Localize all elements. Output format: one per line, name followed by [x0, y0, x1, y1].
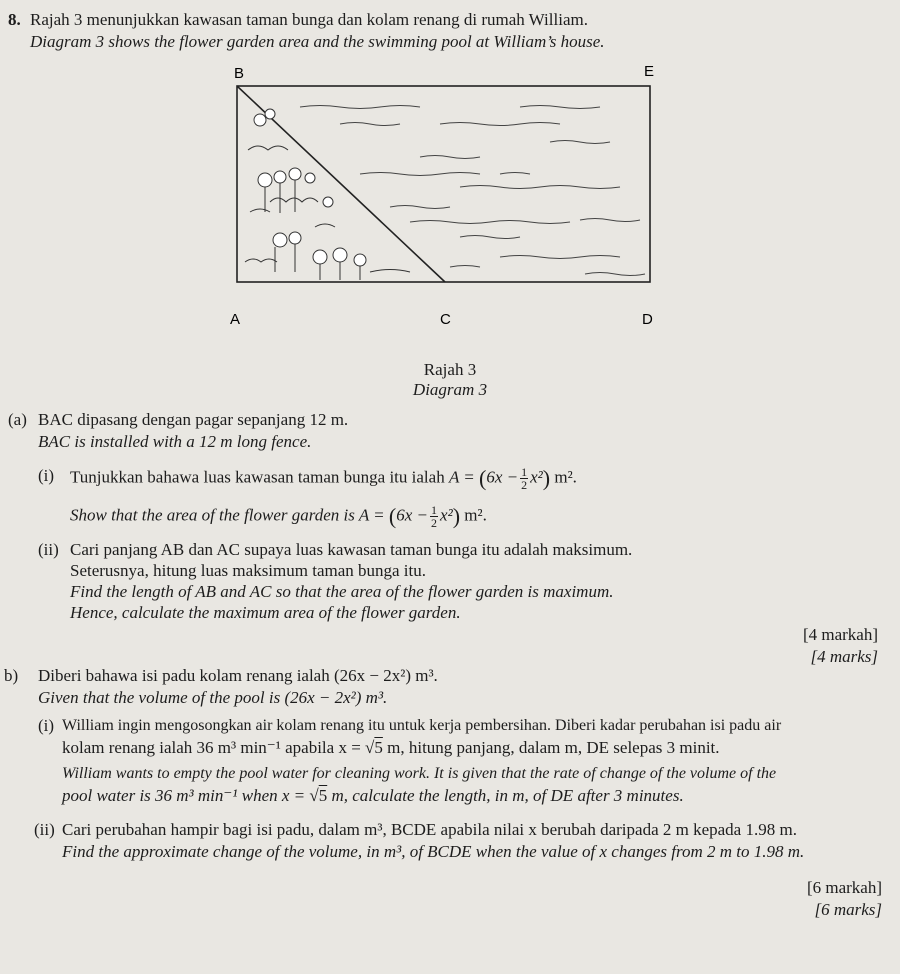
garden-pool-diagram: [220, 62, 660, 332]
part-b-i-line2-malay-a: kolam renang ialah 36 m³ min⁻¹ apabila x = √: [62, 738, 375, 757]
label-b: B: [234, 65, 245, 82]
part-a-stem-malay: BAC dipasang dengan pagar sepanjang 12 m.: [38, 410, 349, 429]
part-b-marks-malay: [6 markah]: [806, 878, 882, 897]
part-a-label: (a): [8, 410, 27, 429]
part-a-marks-english: [4 marks]: [810, 647, 878, 666]
frac-denominator-en: 2: [431, 516, 438, 530]
formula-unit: m².: [554, 467, 577, 487]
formula-a: 6x −: [486, 467, 519, 487]
part-b-stem-english: Given that the volume of the pool is (26x − 2x²) m³.: [38, 688, 388, 707]
part-a-ii-line2-malay: Seterusnya, hitung luas maksimum taman bunga itu.: [70, 561, 427, 580]
part-b-i-line2-malay-b: m, hitung panjang, dalam m, DE selepas 3 minit.: [382, 738, 720, 757]
part-a-ii-line1-english: Find the length of AB and AC so that the area of the flower garden is maximum.: [70, 582, 614, 601]
part-b-i-root-malay: 5: [374, 738, 383, 757]
formula-lhs: A =: [448, 467, 475, 487]
question-number: 8.: [8, 10, 21, 29]
formula-b: x²: [530, 467, 543, 487]
label-a: A: [230, 311, 241, 328]
formula-fraction: [520, 466, 528, 491]
part-b-i-line2-english: [62, 786, 684, 806]
part-a-i-malay: Tunjukkan bahawa luas kawasan taman bunga itu ialah A = (6x − $\frac{1}{2}$ x²) m².: [70, 465, 577, 492]
flower-drawings: [245, 109, 410, 280]
part-a-i-english: Show that the area of the flower garden is A = (6x − $\frac{1}{2}$ x²) m².: [70, 503, 487, 530]
frac-numerator: 1: [521, 465, 528, 479]
part-a-ii-line1-malay: Cari panjang AB dan AC supaya luas kawasan taman bunga itu adalah maksimum.: [70, 540, 633, 559]
part-b-ii-malay: Cari perubahan hampir bagi isi padu, dalam m³, BCDE apabila nilai x berubah daripada 2 m kepada 1.98 m.: [62, 820, 797, 839]
part-b-i-line1-english: William wants to empty the pool water for cleaning work. It is given that the rate of change of the volume of the: [62, 765, 777, 782]
part-a-i-label: (i): [38, 466, 55, 485]
part-b-i-line1-malay: William ingin mengosongkan air kolam renang itu untuk kerja pembersihan. Diberi kadar perubahan isi padu air: [62, 717, 782, 734]
label-d: D: [642, 311, 653, 328]
caption-english: Diagram 3: [412, 380, 488, 399]
part-b-stem-malay: Diberi bahawa isi padu kolam renang ialah (26x − 2x²) m³.: [38, 666, 438, 685]
part-a-marks-malay: [4 markah]: [802, 625, 878, 644]
part-b-ii-english: Find the approximate change of the volume, in m³, of BCDE when the value of x changes from 2 m to 1.98 m.: [62, 842, 805, 861]
frac-denominator: 2: [521, 478, 528, 492]
part-a-stem-english: BAC is installed with a 12 m long fence.: [38, 432, 312, 451]
caption-malay: Rajah 3: [423, 360, 477, 379]
formula-b-en: x²: [440, 505, 453, 525]
formula-unit-en: m².: [464, 505, 487, 525]
intro-english: Diagram 3 shows the flower garden area and the swimming pool at William’s house.: [30, 32, 605, 51]
formula-fraction-en: [430, 504, 438, 529]
part-b-i-root-english: 5: [318, 786, 328, 805]
part-a-ii-label: (ii): [38, 540, 59, 559]
part-b-i-label: (i): [38, 716, 55, 735]
frac-numerator-en: 1: [431, 503, 438, 517]
part-b-label: b): [4, 666, 19, 685]
formula-lhs-en: A =: [358, 505, 385, 525]
label-c: C: [440, 311, 451, 328]
part-b-marks-english: [6 marks]: [814, 900, 882, 919]
part-b-i-line2-english-a: pool water is 36 m³ min⁻¹ when x = √: [62, 786, 319, 805]
water-ripples: [300, 106, 645, 276]
rectangle-outline: [237, 86, 650, 282]
part-a-i-malay-text: Tunjukkan bahawa luas kawasan taman bunga itu ialah: [70, 467, 445, 487]
formula-a-en: 6x −: [396, 505, 429, 525]
part-a-i-english-text: Show that the area of the flower garden is: [70, 505, 355, 525]
part-b-ii-label: (ii): [34, 820, 55, 839]
part-b-i-line2-english-b: m, calculate the length, in m, of DE after 3 minutes.: [327, 786, 684, 805]
intro-malay: Rajah 3 menunjukkan kawasan taman bunga dan kolam renang di rumah William.: [30, 10, 588, 29]
part-a-ii-line2-english: Hence, calculate the maximum area of the flower garden.: [70, 603, 461, 622]
label-e: E: [644, 63, 655, 80]
part-b-i-line2-malay: [62, 738, 720, 758]
